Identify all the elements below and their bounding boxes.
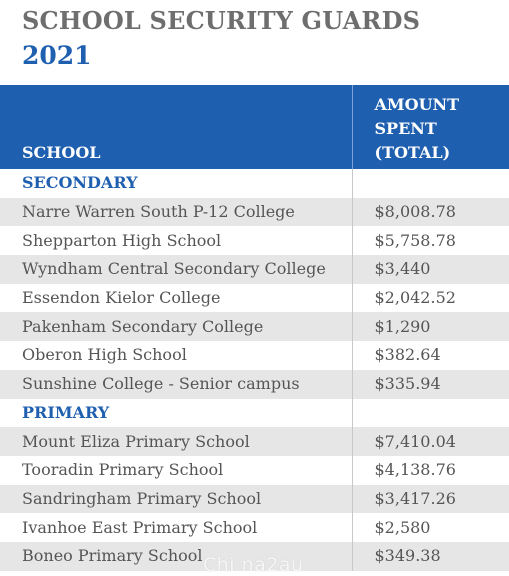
school-name: Shepparton High School	[0, 226, 352, 255]
school-name: Tooradin Primary School	[0, 456, 352, 485]
table-row	[0, 456, 509, 485]
amount-value: $2,580	[352, 513, 509, 542]
header-amount	[352, 85, 509, 169]
school-name: Wyndham Central Secondary College	[0, 255, 352, 284]
table-row	[0, 198, 509, 227]
amount-value: $3,417.26	[352, 485, 509, 514]
school-name: Sandringham Primary School	[0, 485, 352, 514]
page-title: SCHOOL SECURITY GUARDS	[22, 6, 421, 35]
school-name: Oberon High School	[0, 341, 352, 370]
school-name: Sunshine College - Senior campus	[0, 370, 352, 399]
page-year: 2021	[22, 41, 92, 70]
school-name: Pakenham Secondary College	[0, 312, 352, 341]
watermark-text: Chi na2au	[203, 554, 304, 576]
title-block	[22, 4, 420, 74]
school-name: Boneo Primary School	[0, 542, 352, 571]
school-name: Narre Warren South P-12 College	[0, 198, 352, 227]
table-row	[0, 312, 509, 341]
school-name: Essendon Kielor College	[0, 284, 352, 313]
section-row-secondary	[0, 169, 509, 198]
security-spending-table	[0, 85, 509, 571]
table-row	[0, 370, 509, 399]
amount-value: $3,440	[352, 255, 509, 284]
table-row	[0, 255, 509, 284]
table-row	[0, 284, 509, 313]
table-row	[0, 341, 509, 370]
amount-value: $1,290	[352, 312, 509, 341]
amount-value: $335.94	[352, 370, 509, 399]
section-row-primary	[0, 399, 509, 428]
section-empty-cell	[352, 169, 509, 198]
amount-value: $2,042.52	[352, 284, 509, 313]
amount-value: $349.38	[352, 542, 509, 571]
table-row	[0, 513, 509, 542]
section-label-primary: PRIMARY	[0, 399, 352, 428]
amount-value: $4,138.76	[352, 456, 509, 485]
amount-value: $382.64	[352, 341, 509, 370]
header-school: SCHOOL	[0, 85, 352, 169]
amount-value: $7,410.04	[352, 427, 509, 456]
table-row	[0, 226, 509, 255]
header-amount-line-2: SPENT	[374, 119, 437, 138]
table-row	[0, 427, 509, 456]
table-row	[0, 485, 509, 514]
school-name: Ivanhoe East Primary School	[0, 513, 352, 542]
header-amount-line-3: (TOTAL)	[374, 143, 451, 162]
school-name: Mount Eliza Primary School	[0, 427, 352, 456]
section-label-secondary: SECONDARY	[0, 169, 352, 198]
header-amount-line-1: AMOUNT	[374, 95, 460, 114]
section-empty-cell	[352, 399, 509, 428]
table-header-row	[0, 85, 509, 169]
amount-value: $8,008.78	[352, 198, 509, 227]
amount-value: $5,758.78	[352, 226, 509, 255]
